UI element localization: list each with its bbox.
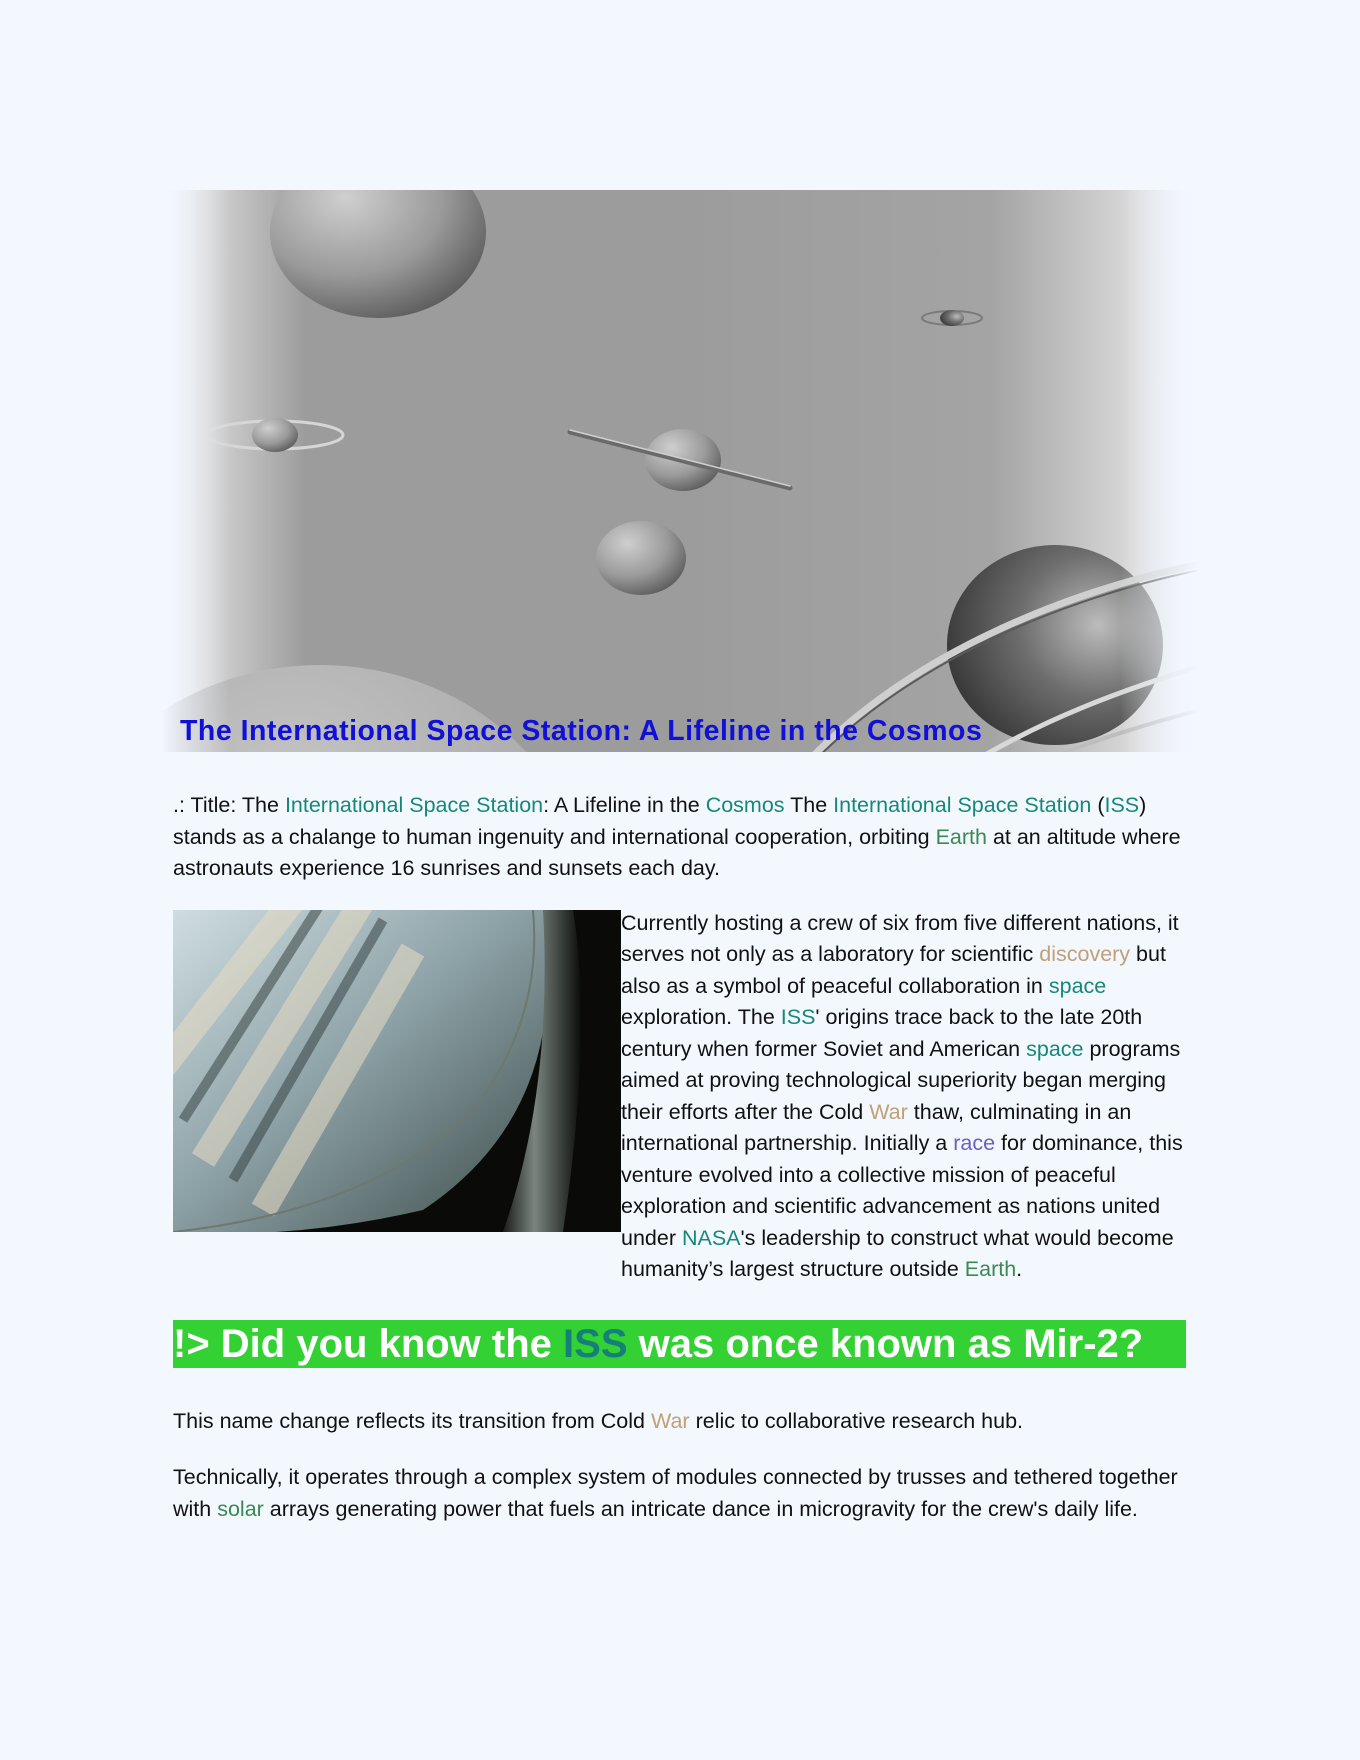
body-text: exploration. The	[621, 1005, 781, 1029]
body-text: arrays generating power that fuels an intricate dance in microgravity for the crew's daily life.	[263, 1496, 1138, 1521]
intro-text: : A Lifeline in the	[543, 793, 706, 817]
body-text: thaw, culminating in an international partnership. Initially a	[621, 1099, 1132, 1155]
planets-illustration	[160, 190, 1200, 752]
link-iss[interactable]: ISS	[1104, 793, 1140, 817]
link-space[interactable]: space	[1026, 1036, 1084, 1061]
link-international-space-station[interactable]: International Space Station	[284, 793, 544, 817]
ringed-planet-left	[252, 418, 298, 452]
link-discovery[interactable]: discovery	[1039, 942, 1131, 966]
link-iss[interactable]: ISS	[780, 1005, 816, 1029]
small-planet	[596, 521, 686, 595]
hero-title: The International Space Station: A Lifeline in the Cosmos	[180, 715, 983, 747]
body-text: Technically, it operates through a complex system of modules connected by trusses and tethered together with	[173, 1465, 1178, 1521]
body-text: .	[1016, 1257, 1023, 1281]
hero-banner	[160, 190, 1200, 752]
link-earth[interactable]: Earth	[935, 824, 987, 849]
name-change-paragraph	[173, 1406, 1198, 1438]
link-war[interactable]: War	[650, 1408, 690, 1433]
image-text-row	[173, 910, 1198, 1286]
intro-text: The	[784, 793, 834, 817]
intro-text: .: Title: The	[173, 793, 285, 817]
link-race[interactable]: race	[953, 1131, 996, 1155]
body-text: This name change reflects its transition from Cold	[173, 1408, 651, 1433]
body-text: but also as a symbol of peaceful collaboration in	[621, 942, 1166, 998]
intro-text: (	[1091, 793, 1105, 817]
link-nasa[interactable]: NASA	[681, 1225, 741, 1250]
body-text: 's leadership to construct what would become humanity’s largest structure outside	[621, 1225, 1174, 1281]
link-iss[interactable]: ISS	[563, 1321, 628, 1366]
callout-text: !> Did you know the	[173, 1321, 564, 1366]
article	[173, 190, 1198, 1525]
link-war[interactable]: War	[869, 1099, 908, 1124]
body-text: programs aimed at proving technological superiority began merging their efforts after the Cold	[621, 1036, 1181, 1124]
planet-closeup-image	[173, 910, 621, 1232]
did-you-know-callout	[173, 1320, 1186, 1368]
technical-paragraph	[173, 1462, 1198, 1525]
callout-text: was once known as Mir-2?	[627, 1321, 1144, 1366]
link-cosmos[interactable]: Cosmos	[705, 793, 785, 817]
body-text: ' origins trace back to the late 20th century when former Soviet and American	[621, 1005, 1143, 1061]
intro-paragraph	[173, 790, 1198, 885]
body-paragraph	[621, 908, 1198, 1286]
link-international-space-station[interactable]: International Space Station	[833, 793, 1092, 817]
body-text: relic to collaborative research hub.	[689, 1408, 1024, 1433]
planet-top	[270, 190, 486, 318]
intro-text: ) stands as a chalange to human ingenuity and international cooperation, orbiting	[173, 793, 1147, 849]
body-text: for dominance, this venture evolved into a collective mission of peaceful exploration and scientific advancement as nations united under	[621, 1131, 1183, 1250]
body-text: Currently hosting a crew of six from five different nations, it serves not only as a laboratory for scientific	[621, 910, 1179, 966]
link-earth[interactable]: Earth	[964, 1257, 1017, 1281]
link-solar[interactable]: solar	[217, 1496, 264, 1521]
link-space[interactable]: space	[1048, 973, 1107, 998]
intro-text: at an altitude where astronauts experience 16 sunrises and sunsets each day.	[173, 824, 1181, 880]
